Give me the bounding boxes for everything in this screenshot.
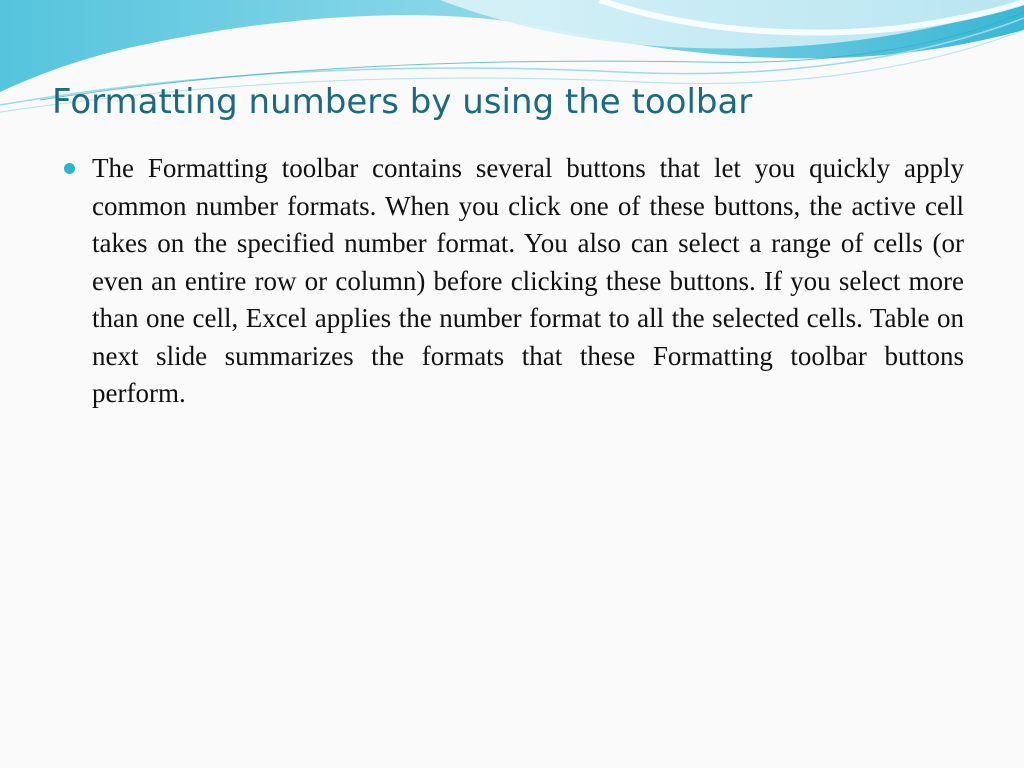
bullet-item [92, 150, 964, 413]
bullet-dot-icon [64, 163, 75, 174]
slide-title: Formatting numbers by using the toolbar [52, 82, 753, 122]
bullet-list [92, 150, 964, 413]
bullet-text: The Formatting toolbar contains several buttons that let you quickly apply common number formats. When you click one of these buttons, the active cell takes on the specified number format. You also can select a range of cells (or even an entire row or column) before clicking these buttons. If you select more than one cell, Excel applies the number format to all the selected cells. Table on next slide summarizes the formats that these Formatting toolbar buttons perform. [92, 153, 964, 408]
